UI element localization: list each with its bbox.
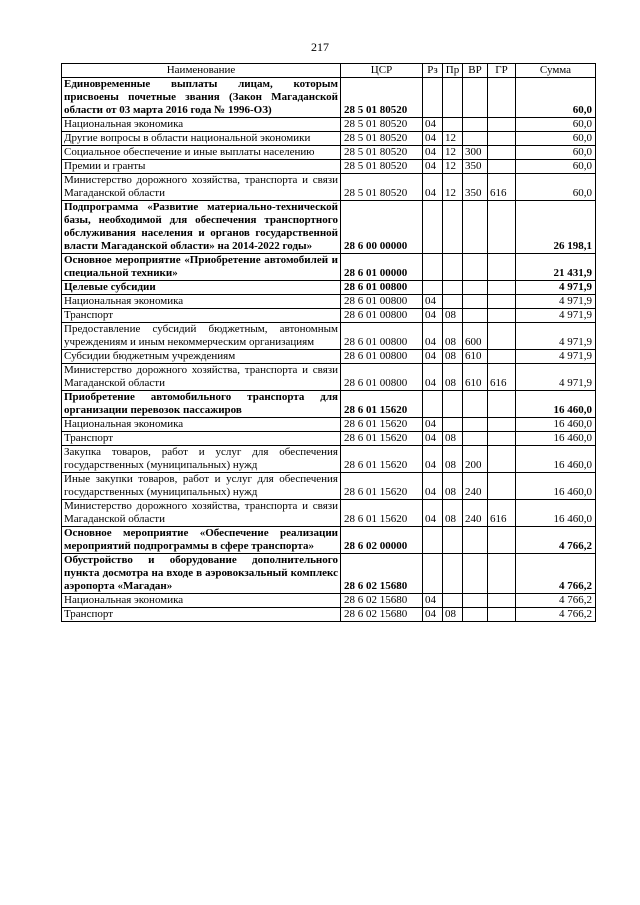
table-row xyxy=(62,500,596,527)
row-csr: 28 6 00 00000 xyxy=(341,201,423,254)
row-name: Национальная экономика xyxy=(62,418,341,432)
row-gr xyxy=(488,323,516,350)
row-name: Предоставление субсидий бюджетным, автономным учреждениям и иным некоммерческим организациям xyxy=(62,323,341,350)
row-gr xyxy=(488,473,516,500)
row-sum: 4 971,9 xyxy=(516,323,596,350)
row-csr: 28 6 01 15620 xyxy=(341,391,423,418)
row-rz: 04 xyxy=(423,364,443,391)
row-vr: 350 xyxy=(463,160,488,174)
row-rz: 04 xyxy=(423,146,443,160)
row-rz xyxy=(423,78,443,118)
row-pr xyxy=(443,78,463,118)
row-csr: 28 5 01 80520 xyxy=(341,118,423,132)
row-vr: 600 xyxy=(463,323,488,350)
row-sum: 60,0 xyxy=(516,174,596,201)
table-row xyxy=(62,309,596,323)
row-rz xyxy=(423,201,443,254)
row-pr: 08 xyxy=(443,350,463,364)
row-sum: 4 971,9 xyxy=(516,309,596,323)
row-name: Министерство дорожного хозяйства, транспорта и связи Магаданской области xyxy=(62,500,341,527)
row-csr: 28 6 01 00800 xyxy=(341,364,423,391)
row-sum: 26 198,1 xyxy=(516,201,596,254)
row-csr: 28 6 01 15620 xyxy=(341,500,423,527)
table-row xyxy=(62,201,596,254)
row-pr: 08 xyxy=(443,309,463,323)
row-pr xyxy=(443,527,463,554)
row-csr: 28 6 01 00000 xyxy=(341,254,423,281)
row-vr: 610 xyxy=(463,364,488,391)
row-rz: 04 xyxy=(423,132,443,146)
row-gr xyxy=(488,418,516,432)
row-pr: 08 xyxy=(443,323,463,350)
row-name: Приобретение автомобильного транспорта для организации перевозок пассажиров xyxy=(62,391,341,418)
row-sum: 4 766,2 xyxy=(516,554,596,594)
row-pr: 08 xyxy=(443,364,463,391)
row-gr xyxy=(488,160,516,174)
row-name: Национальная экономика xyxy=(62,594,341,608)
row-sum: 60,0 xyxy=(516,78,596,118)
row-rz: 04 xyxy=(423,418,443,432)
table-row xyxy=(62,446,596,473)
row-vr xyxy=(463,391,488,418)
row-sum: 4 766,2 xyxy=(516,594,596,608)
row-rz: 04 xyxy=(423,446,443,473)
row-csr: 28 6 02 00000 xyxy=(341,527,423,554)
row-vr: 240 xyxy=(463,500,488,527)
row-name: Целевые субсидии xyxy=(62,281,341,295)
row-rz xyxy=(423,281,443,295)
table-row xyxy=(62,432,596,446)
table-row xyxy=(62,281,596,295)
table-row xyxy=(62,146,596,160)
row-csr: 28 5 01 80520 xyxy=(341,174,423,201)
row-name: Единовременные выплаты лицам, которым присвоены почетные звания (Закон Магаданской области от 03 марта 2016 года № 1996-ОЗ) xyxy=(62,78,341,118)
row-name: Национальная экономика xyxy=(62,118,341,132)
row-csr: 28 5 01 80520 xyxy=(341,160,423,174)
row-pr xyxy=(443,201,463,254)
row-vr xyxy=(463,309,488,323)
row-vr xyxy=(463,118,488,132)
row-vr: 240 xyxy=(463,473,488,500)
row-sum: 60,0 xyxy=(516,118,596,132)
header-gr: ГР xyxy=(488,64,516,78)
row-pr: 08 xyxy=(443,473,463,500)
row-name: Закупка товаров, работ и услуг для обеспечения государственных (муниципальных) нужд xyxy=(62,446,341,473)
row-csr: 28 6 01 15620 xyxy=(341,432,423,446)
table-row xyxy=(62,174,596,201)
row-vr: 350 xyxy=(463,174,488,201)
row-rz: 04 xyxy=(423,160,443,174)
row-rz: 04 xyxy=(423,309,443,323)
row-gr xyxy=(488,254,516,281)
row-vr xyxy=(463,594,488,608)
row-sum: 60,0 xyxy=(516,132,596,146)
row-gr xyxy=(488,281,516,295)
table-row xyxy=(62,350,596,364)
header-pr: Пр xyxy=(443,64,463,78)
row-sum: 60,0 xyxy=(516,146,596,160)
row-sum: 4 971,9 xyxy=(516,281,596,295)
row-name: Основное мероприятие «Обеспечение реализации мероприятий подпрограммы в сфере транспорта» xyxy=(62,527,341,554)
table-row xyxy=(62,323,596,350)
table-row xyxy=(62,78,596,118)
row-pr: 12 xyxy=(443,146,463,160)
row-csr: 28 5 01 80520 xyxy=(341,132,423,146)
table-row xyxy=(62,254,596,281)
row-csr: 28 6 01 00800 xyxy=(341,295,423,309)
row-vr: 300 xyxy=(463,146,488,160)
row-pr: 12 xyxy=(443,174,463,201)
row-name: Министерство дорожного хозяйства, транспорта и связи Магаданской области xyxy=(62,364,341,391)
row-csr: 28 6 01 15620 xyxy=(341,446,423,473)
row-sum: 16 460,0 xyxy=(516,418,596,432)
table-row xyxy=(62,527,596,554)
row-pr xyxy=(443,281,463,295)
row-sum: 16 460,0 xyxy=(516,446,596,473)
row-gr: 616 xyxy=(488,500,516,527)
row-name: Транспорт xyxy=(62,309,341,323)
row-rz xyxy=(423,254,443,281)
header-csr: ЦСР xyxy=(341,64,423,78)
row-pr: 08 xyxy=(443,608,463,622)
row-rz: 04 xyxy=(423,608,443,622)
row-vr: 610 xyxy=(463,350,488,364)
row-gr: 616 xyxy=(488,174,516,201)
row-pr xyxy=(443,254,463,281)
table-row xyxy=(62,295,596,309)
row-sum: 16 460,0 xyxy=(516,500,596,527)
row-pr: 08 xyxy=(443,500,463,527)
row-gr xyxy=(488,608,516,622)
row-name: Другие вопросы в области национальной экономики xyxy=(62,132,341,146)
row-pr xyxy=(443,391,463,418)
row-pr xyxy=(443,594,463,608)
row-rz: 04 xyxy=(423,594,443,608)
row-vr xyxy=(463,254,488,281)
row-sum: 4 971,9 xyxy=(516,295,596,309)
row-name: Министерство дорожного хозяйства, транспорта и связи Магаданской области xyxy=(62,174,341,201)
row-vr xyxy=(463,432,488,446)
row-gr xyxy=(488,446,516,473)
row-csr: 28 6 01 15620 xyxy=(341,418,423,432)
row-vr xyxy=(463,608,488,622)
row-sum: 4 766,2 xyxy=(516,527,596,554)
row-name: Социальное обеспечение и иные выплаты населению xyxy=(62,146,341,160)
row-rz: 04 xyxy=(423,432,443,446)
row-sum: 4 971,9 xyxy=(516,350,596,364)
row-gr xyxy=(488,432,516,446)
row-pr xyxy=(443,418,463,432)
row-name: Подпрограмма «Развитие материально-технической базы, необходимой для обеспечения транспортного обслуживания населения и органов государственной власти Магаданской области» на 2014-2022 годы» xyxy=(62,201,341,254)
row-name: Транспорт xyxy=(62,432,341,446)
row-name: Национальная экономика xyxy=(62,295,341,309)
row-gr: 616 xyxy=(488,364,516,391)
row-gr xyxy=(488,350,516,364)
row-csr: 28 6 01 00800 xyxy=(341,309,423,323)
row-gr xyxy=(488,391,516,418)
row-rz: 04 xyxy=(423,473,443,500)
header-name: Наименование xyxy=(62,64,341,78)
row-rz xyxy=(423,527,443,554)
table-row xyxy=(62,118,596,132)
row-vr xyxy=(463,295,488,309)
row-gr xyxy=(488,594,516,608)
row-rz: 04 xyxy=(423,118,443,132)
row-vr xyxy=(463,281,488,295)
row-sum: 16 460,0 xyxy=(516,473,596,500)
row-csr: 28 6 02 15680 xyxy=(341,554,423,594)
row-pr: 12 xyxy=(443,132,463,146)
row-sum: 4 766,2 xyxy=(516,608,596,622)
row-rz: 04 xyxy=(423,295,443,309)
page-number: 217 xyxy=(311,40,329,54)
table-row xyxy=(62,594,596,608)
row-name: Иные закупки товаров, работ и услуг для обеспечения государственных (муниципальных) нужд xyxy=(62,473,341,500)
row-gr xyxy=(488,554,516,594)
row-pr xyxy=(443,554,463,594)
table-row xyxy=(62,132,596,146)
table-row xyxy=(62,554,596,594)
row-sum: 16 460,0 xyxy=(516,391,596,418)
header-sum: Сумма xyxy=(516,64,596,78)
header-vr: ВР xyxy=(463,64,488,78)
row-name: Субсидии бюджетным учреждениям xyxy=(62,350,341,364)
row-sum: 16 460,0 xyxy=(516,432,596,446)
header-rz: Рз xyxy=(423,64,443,78)
row-pr xyxy=(443,295,463,309)
row-name: Транспорт xyxy=(62,608,341,622)
row-sum: 21 431,9 xyxy=(516,254,596,281)
row-rz xyxy=(423,391,443,418)
table-row xyxy=(62,608,596,622)
table-row xyxy=(62,364,596,391)
row-rz xyxy=(423,554,443,594)
row-csr: 28 6 01 00800 xyxy=(341,350,423,364)
budget-table xyxy=(61,63,596,622)
row-pr: 08 xyxy=(443,446,463,473)
row-gr xyxy=(488,527,516,554)
row-vr xyxy=(463,418,488,432)
row-vr: 200 xyxy=(463,446,488,473)
row-name: Основное мероприятие «Приобретение автомобилей и специальной техники» xyxy=(62,254,341,281)
row-gr xyxy=(488,201,516,254)
row-csr: 28 6 01 15620 xyxy=(341,473,423,500)
row-csr: 28 6 01 00800 xyxy=(341,281,423,295)
row-csr: 28 6 02 15680 xyxy=(341,608,423,622)
row-name: Премии и гранты xyxy=(62,160,341,174)
row-vr xyxy=(463,527,488,554)
row-vr xyxy=(463,201,488,254)
row-gr xyxy=(488,295,516,309)
row-gr xyxy=(488,146,516,160)
row-sum: 60,0 xyxy=(516,160,596,174)
row-name: Обустройство и оборудование дополнительного пункта досмотра на входе в аэровокзальный комплекс аэропорта «Магадан» xyxy=(62,554,341,594)
row-gr xyxy=(488,132,516,146)
table-row xyxy=(62,391,596,418)
row-vr xyxy=(463,78,488,118)
row-vr xyxy=(463,132,488,146)
row-rz: 04 xyxy=(423,323,443,350)
row-pr: 08 xyxy=(443,432,463,446)
row-gr xyxy=(488,118,516,132)
row-csr: 28 6 01 00800 xyxy=(341,323,423,350)
row-gr xyxy=(488,309,516,323)
row-pr xyxy=(443,118,463,132)
row-rz: 04 xyxy=(423,350,443,364)
row-vr xyxy=(463,554,488,594)
row-gr xyxy=(488,78,516,118)
row-pr: 12 xyxy=(443,160,463,174)
row-rz: 04 xyxy=(423,500,443,527)
row-csr: 28 5 01 80520 xyxy=(341,78,423,118)
row-csr: 28 5 01 80520 xyxy=(341,146,423,160)
table-row xyxy=(62,418,596,432)
row-rz: 04 xyxy=(423,174,443,201)
row-sum: 4 971,9 xyxy=(516,364,596,391)
table-row xyxy=(62,160,596,174)
table-header-row xyxy=(62,64,596,78)
row-csr: 28 6 02 15680 xyxy=(341,594,423,608)
table-row xyxy=(62,473,596,500)
